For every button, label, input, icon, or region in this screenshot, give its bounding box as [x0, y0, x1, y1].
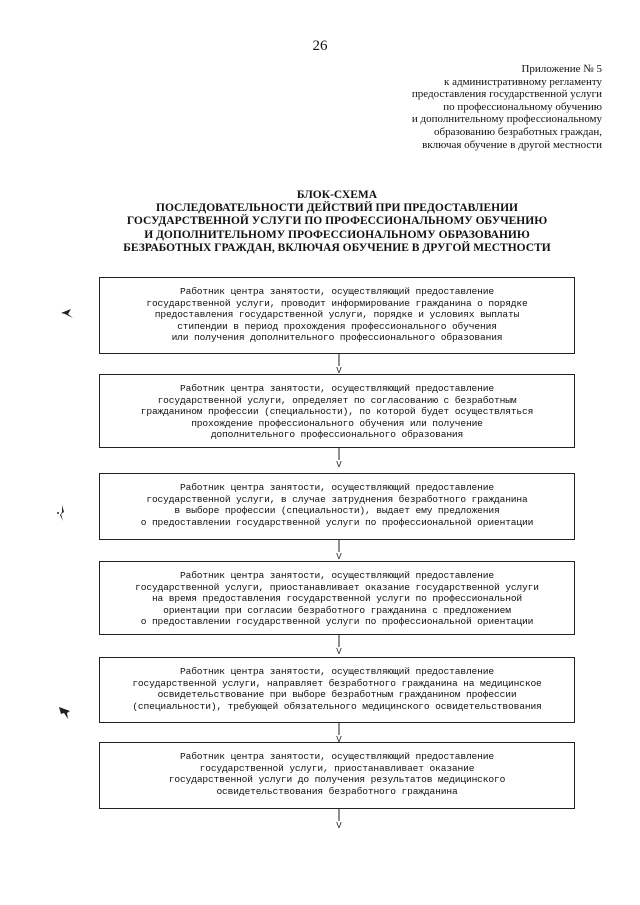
- arrow-glyph: V: [336, 647, 342, 655]
- step-line: Работник центра занятости, осуществляющий предоставление: [179, 286, 494, 297]
- step-line: государственной услуги, проводит информирование гражданина о порядке: [146, 297, 528, 309]
- step-line: или получения дополнительного профессионального образования: [171, 332, 503, 343]
- arrow-glyph: V: [336, 366, 342, 374]
- document-title: [0, 189, 640, 255]
- flow-step-6: [99, 742, 575, 809]
- appendix-line: Приложение № 5: [521, 63, 602, 75]
- step-line: прохождение профессионального обучения или получение: [191, 417, 483, 429]
- title-line: ПОСЛЕДОВАТЕЛЬНОСТИ ДЕЙСТВИЙ ПРИ ПРЕДОСТАВЛЕНИИ: [156, 202, 518, 215]
- arrow-glyph: V: [336, 735, 342, 743]
- step-line: государственной услуги, направляет безработного гражданина на медицинское: [132, 677, 542, 689]
- title-line: БЕЗРАБОТНЫХ ГРАЖДАН, ВКЛЮЧАЯ ОБУЧЕНИЕ В ДРУГОЙ МЕСТНОСТИ: [123, 241, 551, 254]
- step-line: государственной услуги, приостанавливает оказание государственной услуги: [135, 581, 539, 593]
- step-line: на время предоставления государственной услуги по профессиональной: [151, 593, 523, 604]
- flow-step-2: [99, 374, 575, 448]
- page-number: 26: [312, 38, 328, 54]
- title-line: И ДОПОЛНИТЕЛЬНОМУ ПРОФЕССИОНАЛЬНОМУ ОБРАЗОВАНИЮ: [144, 228, 530, 241]
- title-line: ГОСУДАРСТВЕННОЙ УСЛУГИ ПО ПРОФЕССИОНАЛЬНОМУ ОБУЧЕНИЮ: [126, 215, 548, 228]
- step-line: Работник центра занятости, осуществляющий предоставление: [179, 570, 494, 581]
- arrow-glyph: V: [336, 552, 342, 560]
- flow-step-3: [99, 473, 575, 540]
- flow-arrow: [333, 540, 345, 560]
- step-line: стипендии в период прохождения профессионального обучения: [177, 320, 497, 332]
- title-line: БЛОК-СХЕМА: [296, 189, 378, 201]
- step-line: освидетельствования безработного гражданина: [216, 785, 458, 797]
- punch-mark-icon: [56, 702, 76, 722]
- flow-arrow: [333, 448, 345, 468]
- flow-arrow: [333, 723, 345, 743]
- appendix-line: к административному регламенту: [444, 75, 602, 88]
- step-line: государственной услуги, приостанавливает оказание: [199, 762, 475, 774]
- flow-step-5: [99, 657, 575, 723]
- step-line: государственной услуги до получения результатов медицинского: [168, 774, 506, 785]
- step-line: в выборе профессии (специальности), выдает ему предложения: [174, 505, 500, 516]
- step-line: государственной услуги, определяет по согласованию с безработным: [157, 394, 517, 406]
- step-line: о предоставлении государственной услуги по профессиональной ориентации: [140, 516, 534, 528]
- step-line: дополнительного профессионального образования: [210, 429, 464, 440]
- step-line: Работник центра занятости, осуществляющий предоставление: [179, 751, 494, 762]
- appendix-line: и дополнительному профессиональному: [411, 113, 602, 126]
- step-line: освидетельствование при выборе безработным гражданином профессии: [157, 689, 517, 700]
- appendix-header: [342, 63, 602, 151]
- step-line: Работник центра занятости, осуществляющий предоставление: [179, 383, 494, 394]
- appendix-line: предоставления государственной услуги: [411, 88, 602, 101]
- flow-arrow: [333, 809, 345, 829]
- flow-step-1: [99, 277, 575, 354]
- flow-step-4: [99, 561, 575, 635]
- flow-arrow: [333, 354, 345, 374]
- flow-arrow: [333, 635, 345, 655]
- appendix-line: образованию безработных граждан,: [433, 125, 602, 138]
- arrow-glyph: V: [336, 821, 342, 829]
- punch-mark-icon: [52, 503, 72, 523]
- step-line: Работник центра занятости, осуществляющий предоставление: [179, 482, 494, 493]
- arrow-glyph: V: [336, 460, 342, 468]
- step-line: (специальности), требующей обязательного медицинского освидетельствования: [132, 700, 542, 712]
- step-line: государственной услуги, в случае затруднения безработного гражданина: [146, 493, 528, 505]
- step-line: о предоставлении государственной услуги по профессиональной ориентации: [140, 616, 534, 627]
- step-line: Работник центра занятости, осуществляющий предоставление: [179, 666, 494, 677]
- punch-mark-icon: [57, 302, 77, 322]
- step-line: гражданином профессии (специальности), по которой будет осуществляться: [140, 406, 534, 417]
- appendix-line: по профессиональному обучению: [443, 100, 602, 113]
- step-line: ориентации при согласии безработного гражданина с предложением: [163, 604, 511, 616]
- step-line: предоставления государственной услуги, порядке и условиях выплаты: [154, 309, 520, 320]
- appendix-line: включая обучение в другой местности: [422, 138, 602, 151]
